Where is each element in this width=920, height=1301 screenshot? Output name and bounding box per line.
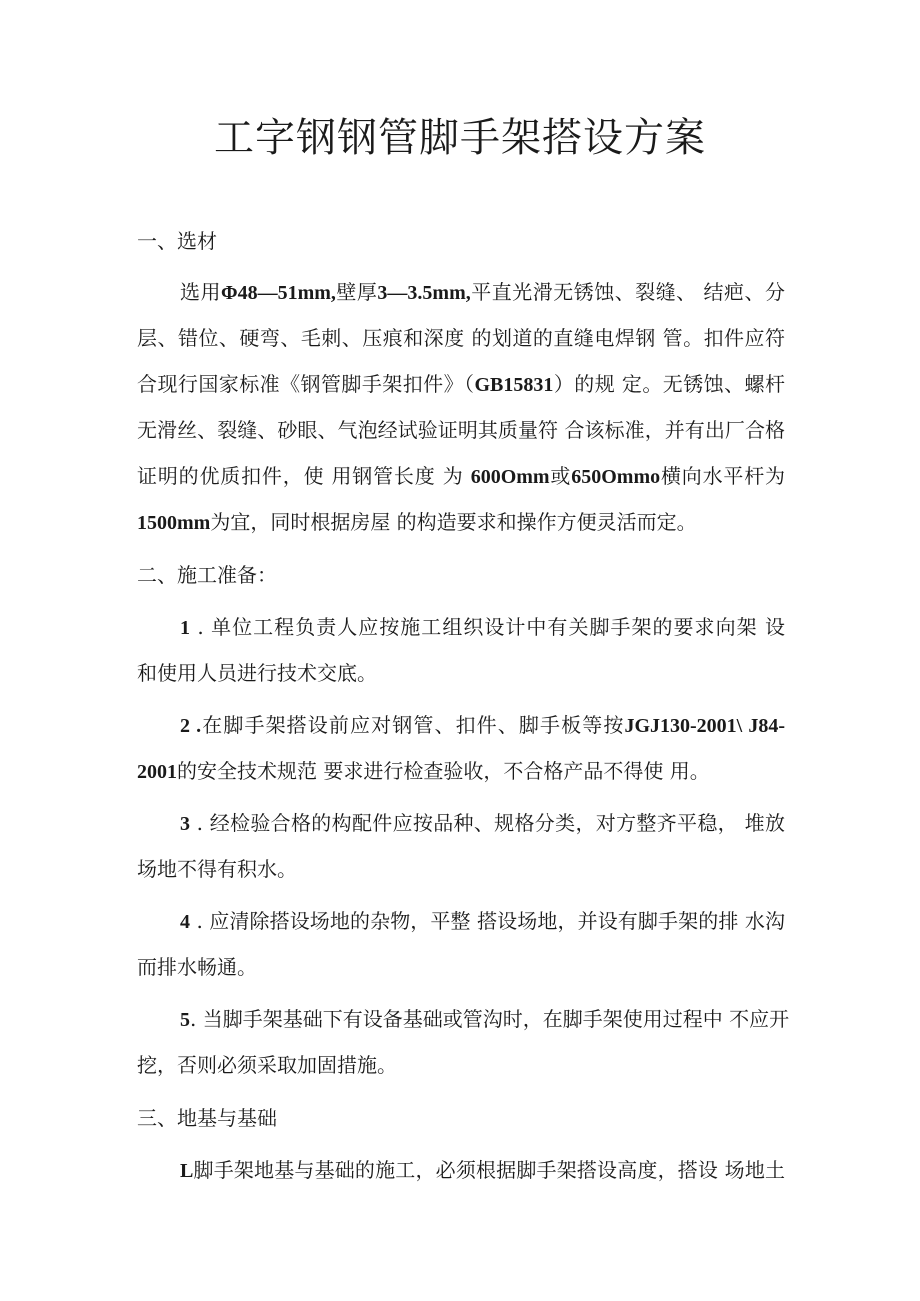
text-line xyxy=(137,757,785,786)
text-run: 3—3.5mm, xyxy=(377,282,471,304)
text-run: . xyxy=(190,715,202,737)
text-run: 三、地基与基础 xyxy=(137,1106,277,1130)
text-line xyxy=(137,227,785,255)
text-run: 650Ommo xyxy=(571,466,661,488)
text-run: 一、选材 xyxy=(137,229,217,253)
text-line xyxy=(137,953,785,981)
text-run: 5 xyxy=(180,1009,190,1031)
text-run: . 经检验合格的构配件应按品种、规格分类，对方整齐平稳， 堆放 xyxy=(190,811,785,835)
text-run: 壁厚 xyxy=(335,280,378,304)
text-run: 1500mm xyxy=(137,512,211,534)
text-run: 横向水平杆为 xyxy=(660,464,786,488)
text-run: 或 xyxy=(549,464,572,488)
text-run: Φ48—51mm, xyxy=(221,282,336,304)
text-run: 2001 xyxy=(137,761,177,783)
text-run: 在脚手架搭设前应对钢管、扣件、脚手板等按 xyxy=(201,713,625,737)
text-run: 平直光滑无锈蚀、裂缝、 结疤、分 xyxy=(470,280,786,304)
text-run: 合现行国家标准《钢管脚手架扣件》（ xyxy=(137,372,475,396)
text-line xyxy=(137,855,785,883)
text-line xyxy=(137,561,785,589)
text-line xyxy=(137,659,785,687)
text-line xyxy=(137,1104,785,1132)
text-run: . 单位工程负责人应按施工组织设计中有关脚手架的要求向架 设 xyxy=(190,615,785,639)
text-line xyxy=(180,907,785,936)
text-run: JGJ130-2001\ J84- xyxy=(624,715,786,737)
text-line xyxy=(137,462,785,491)
text-line xyxy=(137,416,785,444)
text-run: 无滑丝、裂缝、砂眼、气泡经试验证明其质量符 合该标准，并有出厂合格 xyxy=(137,418,785,442)
text-run: 场地不得有积水。 xyxy=(137,857,297,881)
text-run: 为宜，同时根据房屋 的构造要求和操作方便灵活而定。 xyxy=(210,510,697,534)
text-run: GB15831 xyxy=(474,374,554,396)
text-line xyxy=(137,324,785,352)
text-line xyxy=(137,1051,785,1079)
text-line xyxy=(180,278,785,307)
text-run: 的安全技术规范 要求进行检查验收，不合格产品不得使 用。 xyxy=(177,759,710,783)
text-run: 二、施工准备： xyxy=(137,563,277,587)
text-line xyxy=(180,711,785,740)
text-run: ）的规 定。无锈蚀、螺杆 xyxy=(553,372,786,396)
text-line xyxy=(180,809,785,838)
text-run: L xyxy=(180,1160,194,1182)
text-run: . 当脚手架基础下有设备基础或管沟时，在脚手架使用过程中 不应开 xyxy=(190,1007,790,1031)
text-run: 1 xyxy=(180,617,190,639)
text-run: 2 xyxy=(180,715,190,737)
text-run: 而排水畅通。 xyxy=(137,955,257,979)
text-run: 选用 xyxy=(180,280,221,304)
document-title: 工字钢钢管脚手架搭设方案 xyxy=(214,115,706,161)
text-run: 脚手架地基与基础的施工，必须根据脚手架搭设高度，搭设 场地土 xyxy=(193,1158,785,1182)
text-line xyxy=(137,370,785,399)
text-run: 4 xyxy=(180,911,190,933)
text-line xyxy=(180,1005,790,1034)
text-line xyxy=(137,508,785,537)
text-run: 证明的优质扣件，使 用钢管长度 为 xyxy=(137,464,471,488)
text-line xyxy=(180,613,785,642)
text-run: 挖，否则必须采取加固措施。 xyxy=(137,1053,397,1077)
text-run: . 应清除搭设场地的杂物，平整 搭设场地，并设有脚手架的排 水沟 xyxy=(190,909,785,933)
text-line xyxy=(180,1156,785,1185)
text-run: 3 xyxy=(180,813,190,835)
text-run: 600Omm xyxy=(470,466,550,488)
text-run: 层、错位、硬弯、毛刺、压痕和深度 的划道的直缝电焊钢 管。扣件应符 xyxy=(137,326,785,350)
text-run: 和使用人员进行技术交底。 xyxy=(137,661,377,685)
